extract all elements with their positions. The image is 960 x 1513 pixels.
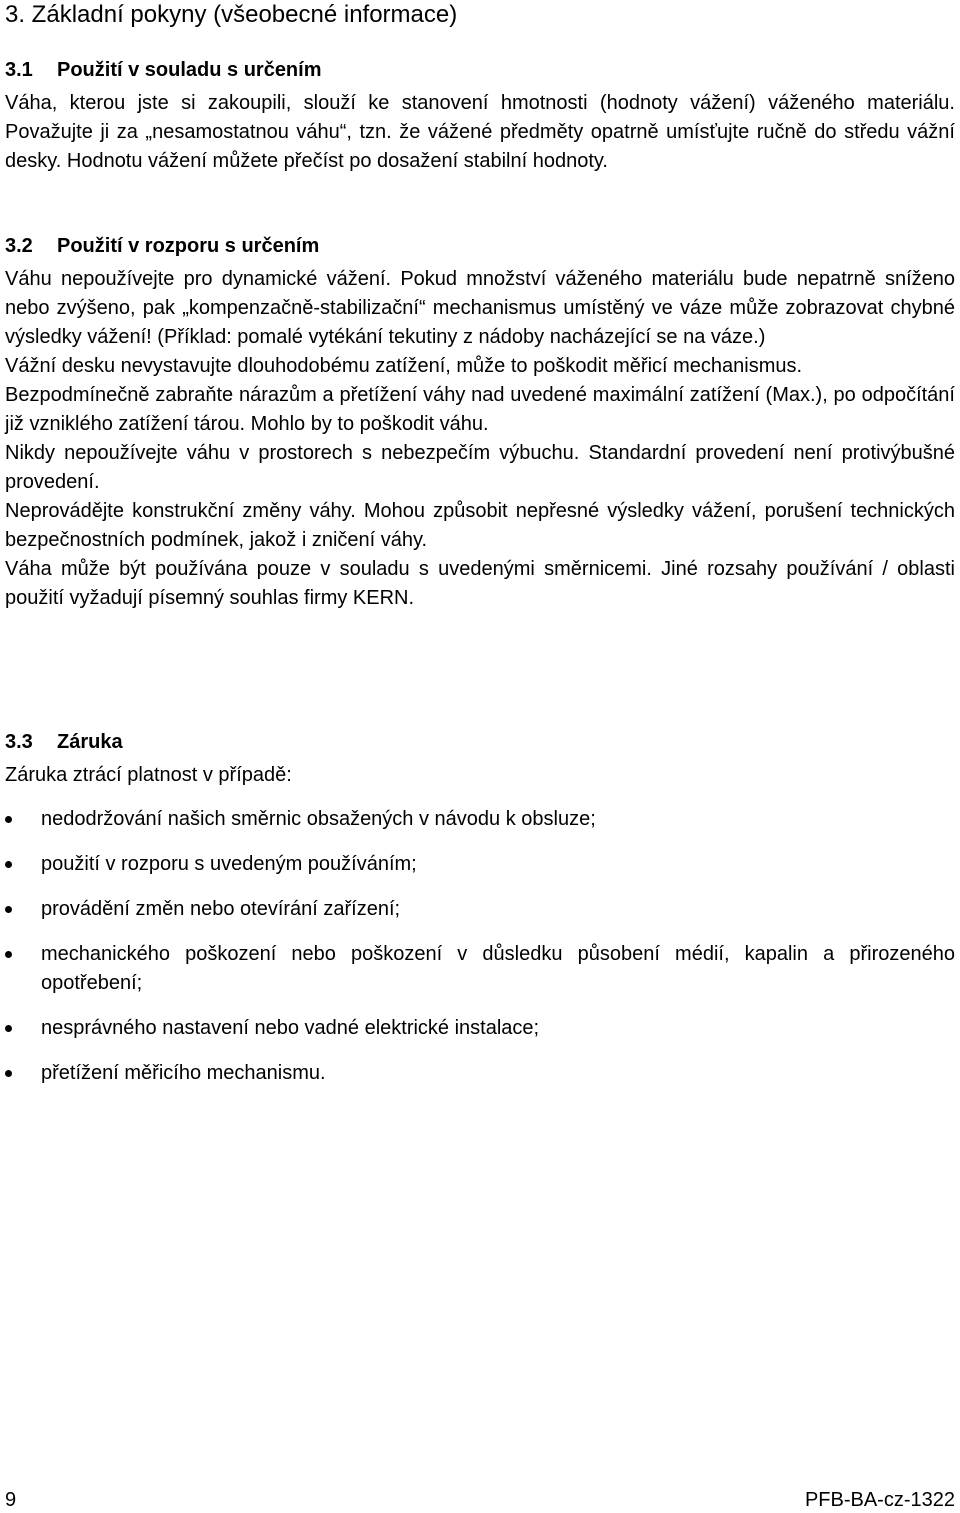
list-item: přetížení měřicího mechanismu.	[5, 1059, 955, 1088]
bullet-icon	[5, 1025, 12, 1032]
paragraph: Vážní desku nevystavujte dlouhodobému zatížení, může to poškodit měřicí mechanismus.	[5, 355, 803, 377]
chapter-title: 3. Základní pokyny (všeobecné informace)	[5, 1, 458, 28]
bullet-icon	[5, 1070, 12, 1077]
section-heading-3-3	[5, 729, 123, 755]
list-item: provádění změn nebo otevírání zařízení;	[5, 895, 955, 924]
section-title: Záruka	[57, 731, 123, 753]
bullet-icon	[5, 861, 12, 868]
list-item: nedodržování našich směrnic obsažených v návodu k obsluze;	[5, 805, 955, 834]
bullet-icon	[5, 906, 12, 913]
paragraph: Neprovádějte konstrukční změny váhy. Mohou způsobit nepřesné výsledky vážení, porušení technických bezpečnostních podmínek, jakož i zničení váhy.	[5, 500, 955, 551]
warranty-exclusion-list	[5, 805, 955, 1104]
bullet-icon	[5, 951, 12, 958]
section-number: 3.1	[5, 59, 33, 81]
paragraph: Nikdy nepoužívejte váhu v prostorech s nebezpečím výbuchu. Standardní provedení není protivýbušné provedení.	[5, 442, 955, 493]
paragraph: Váhu nepoužívejte pro dynamické vážení. Pokud množství váženého materiálu bude nepatrně sníženo nebo zvýšeno, pak „kompenzačně-stabilizační“ mechanismus umístěný ve váze může zobrazovat chybné výsledky vážení! (Příklad: pomalé vytékání tekutiny z nádoby nacházející se na váze.)	[5, 268, 955, 348]
section-number: 3.2	[5, 235, 33, 257]
bullet-icon	[5, 816, 12, 823]
section-number: 3.3	[5, 731, 33, 753]
section-heading-3-2	[5, 233, 319, 259]
section-3-1-text: Váha, kterou jste si zakoupili, slouží ke stanovení hmotnosti (hodnoty vážení) váženého materiálu. Považujte ji za „nesamostatnou váhu“, tzn. že vážené předměty opatrně umísťujte ručně do středu vážní desky. Hodnotu vážení můžete přečíst po dosažení stabilní hodnoty.	[5, 92, 955, 172]
section-3-2-body	[5, 265, 955, 613]
section-3-3-intro: Záruka ztrácí platnost v případě:	[5, 764, 292, 786]
document-code: PFB-BA-cz-1322	[804, 1489, 955, 1511]
paragraph: Bezpodmínečně zabraňte nárazům a přetížení váhy nad uvedené maximální zatížení (Max.), po odpočítání již vzniklého zatížení tárou. Mohlo by to poškodit váhu.	[5, 384, 955, 435]
paragraph: Váha může být používána pouze v souladu s uvedenými směrnicemi. Jiné rozsahy používání / oblasti použití vyžadují písemný souhlas firmy KERN.	[5, 558, 955, 609]
section-title: Použití v rozporu s určením	[57, 235, 320, 257]
list-item: použití v rozporu s uvedeným používáním;	[5, 850, 955, 879]
list-item: mechanického poškození nebo poškození v důsledku působení médií, kapalin a přirozeného opotřebení;	[5, 940, 955, 998]
list-item: nesprávného nastavení nebo vadné elektrické instalace;	[5, 1014, 955, 1043]
section-heading-3-1	[5, 57, 322, 83]
page-number: 9	[5, 1489, 17, 1511]
section-title: Použití v souladu s určením	[57, 59, 322, 81]
